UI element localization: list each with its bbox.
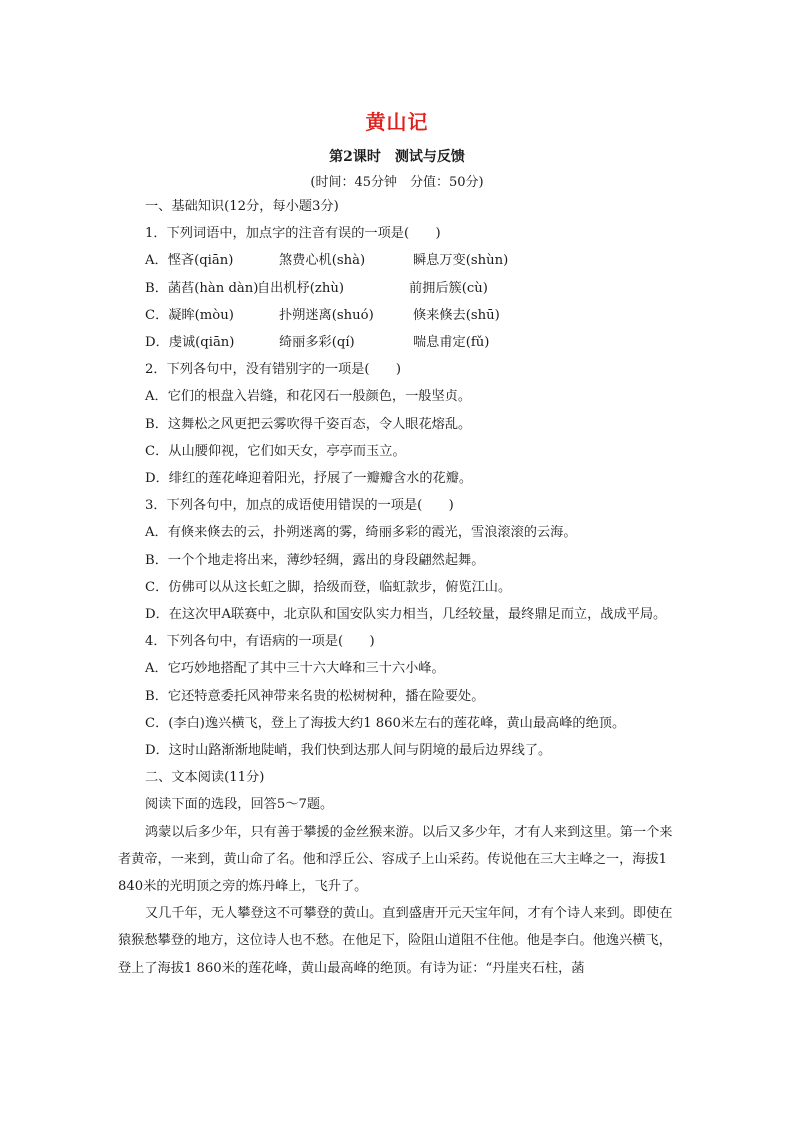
option-part: A．悭吝(qiān)	[145, 253, 234, 269]
question-4-option-a: A．它巧妙地搭配了其中三十六大峰和三十六小峰。	[145, 661, 445, 677]
section-heading: 一、基础知识(12分，每小题3分)	[145, 199, 339, 214]
lesson-subtitle: 第2课时 测试与反馈	[329, 149, 465, 165]
option-part: 喘息甫定(fǔ)	[413, 335, 490, 351]
document-body	[118, 193, 681, 982]
question-3-option-a: A．有倏来倏去的云，扑朔迷离的雾，绮丽多彩的霞光，雪浪滚滚的云海。	[145, 525, 577, 541]
option-part: C．凝眸(mòu)	[145, 307, 234, 323]
question-4-option-c: C．(李白)逸兴横飞，登上了海拔大约1 860米左右的莲花峰，黄山最高峰的绝顶。	[145, 715, 626, 731]
option-part: 倏来倏去(shū)	[413, 307, 500, 323]
reading-paragraph: 鸿蒙以后多少年，只有善于攀援的金丝猴来游。以后又多少年，才有人来到这里。第一个来者黄帝，一来到，黄山命了名。他和浮丘公、容成子上山采药。传说他在三大主峰之一，海拔1 840米的光明顶之旁的炼丹峰上，飞升了。	[118, 824, 673, 895]
question-2-stem: 2．下列各句中，没有错别字的一项是( )	[145, 362, 402, 378]
question-1-option-c	[118, 302, 681, 329]
question-3-option-c: C．仿佛可以从这长虹之脚，拾级而登，临虹款步，俯览江山。	[145, 579, 512, 595]
question-3-stem: 3．下列各句中，加点的成语使用错误的一项是( )	[145, 498, 454, 514]
page-title: 黄山记	[365, 110, 429, 134]
option-part: 绮丽多彩(qí)	[279, 335, 355, 351]
option-part: 煞费心机(shà)	[279, 253, 366, 269]
reading-instruction: 阅读下面的选段，回答5～7题。	[145, 797, 334, 813]
option-part: 前拥后簇(cù)	[409, 280, 488, 296]
question-3-option-d: D．在这次甲A联赛中，北京队和国安队实力相当，几经较量，最终鼎足而立，战成平局。	[145, 607, 667, 623]
question-2-option-a: A．它们的根盘入岩缝，和花冈石一般颜色，一般坚贞。	[145, 389, 472, 405]
question-1-option-b	[118, 275, 681, 302]
option-part: D．虔诚(qiān)	[145, 335, 235, 351]
question-1-option-a	[118, 247, 681, 274]
question-1-option-d	[118, 329, 681, 356]
question-2-option-b: B．这舞松之风更把云雾吹得千姿百态，令人眼花熔乱。	[145, 416, 472, 432]
question-4-option-b: B．它还特意委托风神带来名贵的松树树种，播在险要处。	[145, 688, 485, 704]
option-part: 扑朔迷离(shuó)	[279, 307, 374, 323]
reading-paragraph: 又几千年，无人攀登这不可攀登的黄山。直到盛唐开元天宝年间，才有个诗人来到。即使在猿猴愁攀登的地方，这位诗人也不愁。在他足下，险阻山道阻不住他。他是李白。他逸兴横飞，登上了海拔1 860米的莲花峰，黄山最高峰的绝顶。有诗为证：“丹崖夹石柱，菡	[118, 906, 673, 976]
option-part: B．菡萏(hàn dàn)	[145, 280, 259, 296]
time-info: (时间：45分钟 分值：50分)	[310, 175, 484, 190]
question-2-option-d: D．绯红的莲花峰迎着阳光，抒展了一瓣瓣含水的花瓣。	[145, 471, 473, 487]
question-4-stem: 4．下列各句中，有语病的一项是( )	[145, 634, 375, 650]
option-part: 瞬息万变(shùn)	[413, 253, 509, 269]
question-2-option-c: C．从山腰仰视，它们如天女，亭亭而玉立。	[145, 443, 406, 459]
question-4-option-d: D．这时山路渐渐地陡峭，我们快到达那人间与阴境的最后边界线了。	[145, 743, 552, 759]
question-1-stem: 1．下列词语中，加点字的注音有误的一项是( )	[145, 226, 441, 242]
section-heading: 二、文本阅读(11分)	[145, 770, 265, 786]
question-3-option-b: B．一个个地走将出来，薄纱轻绸，露出的身段翩然起舞。	[145, 552, 485, 568]
option-part: 自出机杼(zhù)	[257, 280, 344, 296]
